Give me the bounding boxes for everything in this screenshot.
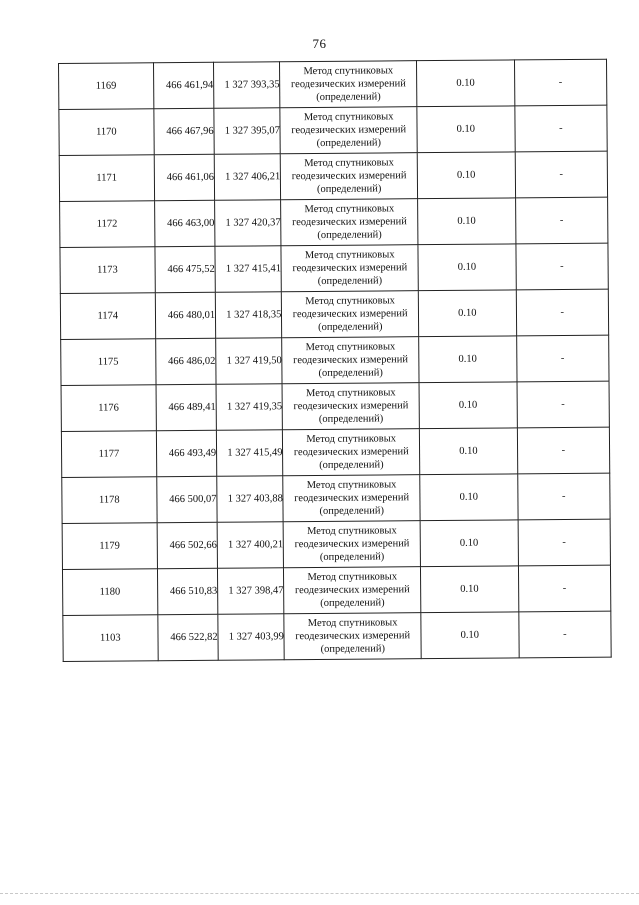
- method-cell: [281, 199, 418, 246]
- method-line: геодезических измерений: [292, 308, 408, 321]
- table-row: [60, 243, 608, 293]
- method-line: геодезических измерений: [295, 630, 411, 643]
- method-line: Метод спутниковых: [306, 433, 397, 446]
- page-number: 76: [312, 36, 327, 51]
- method-cell: [280, 61, 417, 108]
- method-line: Метод спутниковых: [304, 249, 395, 262]
- x-coordinate-cell: 466 489,41: [156, 384, 217, 430]
- y-coordinate-cell: 1 327 419,50: [216, 338, 283, 385]
- point-number-cell: 1178: [62, 477, 157, 524]
- method-line: геодезических измерений: [294, 584, 410, 597]
- x-coordinate-cell: 466 467,96: [154, 108, 215, 154]
- note-cell: -: [517, 473, 610, 520]
- x-coordinate-cell: 466 502,66: [157, 522, 218, 568]
- note-cell: -: [516, 289, 609, 336]
- x-coordinate-cell: 466 486,02: [155, 338, 216, 384]
- method-line: (определений): [318, 321, 383, 333]
- accuracy-cell: 0.10: [418, 244, 516, 291]
- table-row: [62, 473, 610, 523]
- method-line: Метод спутниковых: [305, 387, 396, 400]
- note-cell: -: [515, 151, 608, 198]
- scan-artifact-line: [0, 893, 639, 894]
- method-line: Метод спутниковых: [307, 525, 397, 538]
- point-number-cell: 1175: [61, 339, 156, 386]
- method-line: (определений): [317, 229, 382, 241]
- method-line: геодезических измерений: [291, 170, 407, 183]
- note-cell: -: [514, 59, 607, 106]
- point-number-cell: 1177: [61, 431, 156, 478]
- x-coordinate-cell: 466 510,83: [157, 568, 218, 614]
- y-coordinate-cell: 1 327 415,49: [216, 430, 283, 477]
- accuracy-cell: 0.10: [419, 382, 517, 429]
- method-line: (определений): [319, 459, 384, 471]
- table-row: [62, 519, 610, 569]
- point-number-cell: 1180: [62, 569, 157, 616]
- table-row: [63, 611, 611, 661]
- y-coordinate-cell: 1 327 400,21: [217, 522, 284, 569]
- point-number-cell: 1170: [59, 109, 154, 156]
- table-row: [61, 335, 609, 385]
- method-cell: [282, 383, 419, 430]
- method-line: геодезических измерений: [292, 216, 407, 229]
- method-cell: [282, 337, 419, 384]
- method-line: (определений): [320, 597, 385, 609]
- method-line: Метод спутниковых: [303, 111, 394, 124]
- note-cell: -: [517, 427, 610, 474]
- y-coordinate-cell: 1 327 395,07: [214, 108, 281, 155]
- point-number-cell: 1171: [59, 155, 154, 202]
- coordinates-table: [58, 59, 612, 662]
- method-line: геодезических измерений: [294, 492, 410, 505]
- method-cell: [281, 153, 418, 200]
- y-coordinate-cell: 1 327 418,35: [215, 292, 282, 339]
- note-cell: -: [516, 243, 609, 290]
- method-cell: [282, 291, 419, 338]
- x-coordinate-cell: 466 461,94: [153, 62, 214, 108]
- y-coordinate-cell: 1 327 419,35: [216, 384, 283, 431]
- method-line: (определений): [317, 275, 383, 287]
- method-line: (определений): [318, 413, 384, 425]
- method-line: Метод спутниковых: [305, 295, 395, 308]
- y-coordinate-cell: 1 327 398,47: [218, 568, 285, 615]
- method-line: геодезических измерений: [293, 400, 409, 413]
- point-number-cell: 1176: [61, 385, 156, 432]
- note-cell: -: [518, 611, 611, 658]
- method-cell: [283, 521, 420, 568]
- method-line: геодезических измерений: [290, 78, 406, 91]
- point-number-cell: 1179: [62, 523, 157, 570]
- method-line: геодезических измерений: [291, 124, 407, 137]
- method-line: геодезических измерений: [293, 354, 409, 367]
- method-line: Метод спутниковых: [306, 479, 397, 492]
- method-line: (определений): [320, 643, 386, 655]
- method-line: геодезических измерений: [293, 446, 409, 459]
- method-cell: [283, 475, 420, 522]
- method-line: Метод спутниковых: [304, 203, 395, 216]
- method-line: Метод спутниковых: [304, 157, 394, 170]
- table-row: [60, 197, 608, 247]
- y-coordinate-cell: 1 327 415,41: [215, 246, 282, 293]
- table-row: [59, 151, 607, 201]
- y-coordinate-cell: 1 327 406,21: [214, 154, 281, 201]
- accuracy-cell: 0.10: [419, 428, 517, 475]
- point-number-cell: 1174: [60, 293, 155, 340]
- accuracy-cell: 0.10: [420, 520, 518, 567]
- method-line: Метод спутниковых: [307, 617, 398, 630]
- note-cell: -: [518, 519, 611, 566]
- method-line: (определений): [316, 91, 381, 103]
- x-coordinate-cell: 466 522,82: [157, 614, 218, 660]
- x-coordinate-cell: 466 475,52: [155, 246, 216, 292]
- accuracy-cell: 0.10: [419, 336, 517, 383]
- method-line: (определений): [316, 183, 382, 195]
- x-coordinate-cell: 466 463,00: [154, 200, 215, 246]
- point-number-cell: 1103: [63, 615, 158, 662]
- accuracy-cell: 0.10: [418, 198, 516, 245]
- y-coordinate-cell: 1 327 420,37: [215, 200, 282, 247]
- point-number-cell: 1173: [60, 247, 155, 294]
- y-coordinate-cell: 1 327 403,88: [217, 476, 284, 523]
- accuracy-cell: 0.10: [417, 152, 515, 199]
- table-row: [60, 289, 608, 339]
- point-number-cell: 1169: [59, 63, 154, 110]
- x-coordinate-cell: 466 480,01: [155, 292, 216, 338]
- method-line: геодезических измерений: [294, 538, 410, 551]
- accuracy-cell: 0.10: [421, 566, 519, 613]
- x-coordinate-cell: 466 461,06: [154, 154, 215, 200]
- note-cell: -: [517, 381, 610, 428]
- note-cell: -: [516, 335, 609, 382]
- method-cell: [280, 107, 417, 154]
- table-row: [59, 59, 607, 109]
- method-line: (определений): [318, 367, 383, 379]
- y-coordinate-cell: 1 327 403,99: [218, 614, 285, 661]
- method-cell: [283, 429, 420, 476]
- accuracy-cell: 0.10: [417, 60, 515, 107]
- method-line: (определений): [316, 137, 382, 149]
- accuracy-cell: 0.10: [418, 290, 516, 337]
- note-cell: -: [515, 197, 608, 244]
- point-number-cell: 1172: [60, 201, 155, 248]
- method-line: Метод спутниковых: [305, 341, 396, 354]
- method-cell: [284, 567, 421, 614]
- x-coordinate-cell: 466 500,07: [156, 476, 217, 522]
- table-row: [61, 427, 609, 477]
- x-coordinate-cell: 466 493,49: [156, 430, 217, 476]
- table-row: [59, 105, 607, 155]
- y-coordinate-cell: 1 327 393,35: [214, 62, 281, 109]
- coordinates-table-body: [59, 59, 612, 661]
- method-line: (определений): [319, 505, 384, 517]
- table-row: [61, 381, 609, 431]
- method-line: Метод спутниковых: [303, 65, 394, 78]
- accuracy-cell: 0.10: [420, 474, 518, 521]
- method-line: геодезических измерений: [292, 262, 408, 275]
- method-cell: [284, 613, 421, 660]
- method-line: (определений): [319, 551, 385, 563]
- note-cell: -: [518, 565, 611, 612]
- method-cell: [281, 245, 418, 292]
- table-row: [62, 565, 610, 615]
- method-line: Метод спутниковых: [307, 571, 398, 584]
- accuracy-cell: 0.10: [417, 106, 515, 153]
- note-cell: -: [514, 105, 607, 152]
- accuracy-cell: 0.10: [421, 612, 519, 659]
